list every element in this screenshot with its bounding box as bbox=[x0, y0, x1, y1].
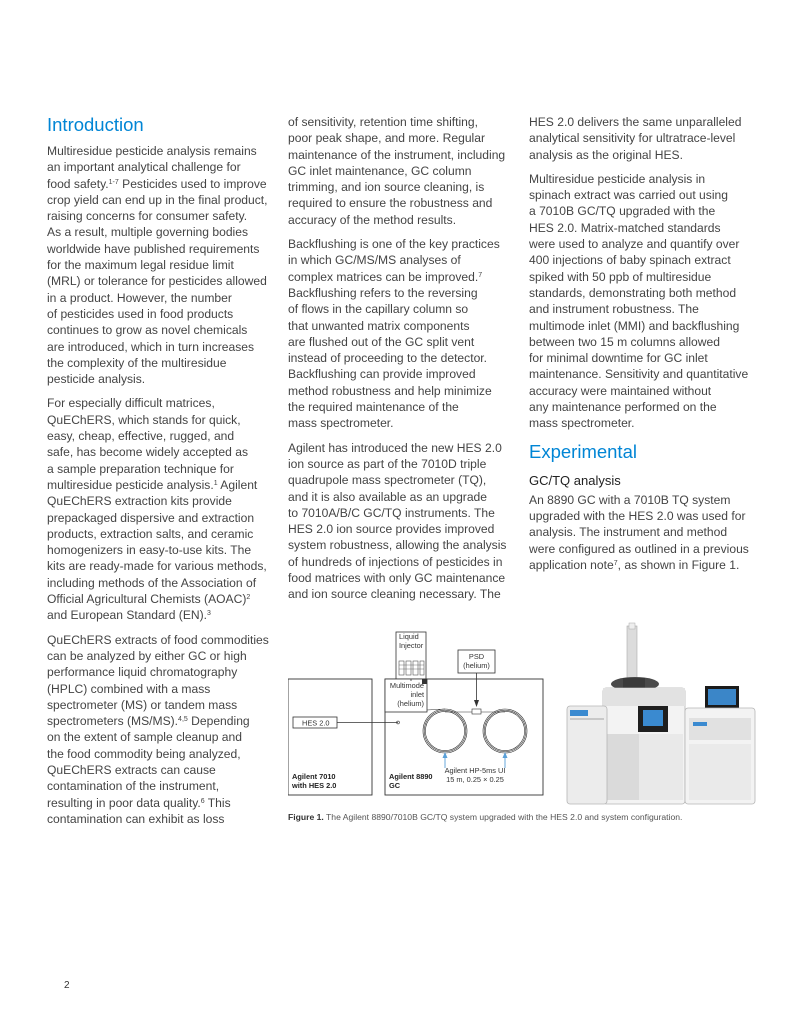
line-text: were configured as outlined in a previous bbox=[529, 541, 749, 556]
line-text: quadrupole mass spectrometer (TQ), bbox=[288, 473, 487, 488]
line bbox=[47, 306, 273, 322]
line bbox=[288, 269, 514, 285]
subheading-gc-tq-analysis: GC/TQ analysis bbox=[529, 472, 621, 488]
figure-caption-text: The Agilent 8890/7010B GC/TQ system upgraded with the HES 2.0 and system configuration. bbox=[323, 812, 683, 822]
line-text: Multiresidue pesticide analysis remains bbox=[47, 144, 257, 158]
line-text: pesticide analysis. bbox=[47, 372, 146, 387]
line-text: analysis. The instrument and method bbox=[529, 525, 728, 540]
line bbox=[288, 586, 514, 602]
line bbox=[47, 322, 273, 338]
line bbox=[529, 415, 757, 431]
citation-superscript: 6 bbox=[200, 797, 205, 805]
line-text: (HPLC) combined with a mass bbox=[47, 681, 211, 696]
line bbox=[529, 557, 757, 573]
line-text: resulting in poor data quality. bbox=[47, 795, 201, 810]
line bbox=[47, 159, 273, 175]
psd-label-2: (helium) bbox=[463, 661, 490, 670]
line-text: of flows in the capillary column so bbox=[288, 302, 469, 317]
line-text: easy, cheap, effective, rugged, and bbox=[47, 429, 235, 444]
citation-superscript: 2 bbox=[246, 594, 251, 602]
line bbox=[47, 795, 273, 811]
line-text: analytical sensitivity for ultratrace-level bbox=[529, 131, 736, 146]
line bbox=[47, 395, 273, 411]
line bbox=[47, 713, 273, 729]
line-text: for minimal downtime for GC inlet bbox=[529, 351, 708, 366]
line bbox=[288, 366, 514, 382]
line bbox=[529, 301, 757, 317]
line bbox=[47, 697, 273, 713]
line bbox=[288, 301, 514, 317]
line-text: mass spectrometer. bbox=[529, 416, 635, 431]
line-text: accuracy of the method results. bbox=[288, 212, 457, 227]
line-text: Agilent has introduced the new HES 2.0 bbox=[288, 440, 502, 455]
line-text: HES 2.0 delivers the same unparalleled bbox=[529, 115, 742, 129]
line bbox=[288, 163, 514, 179]
column-middle bbox=[288, 114, 514, 611]
line-text: complex matrices can be improved. bbox=[288, 269, 479, 284]
line-text: and European Standard (EN). bbox=[47, 608, 208, 623]
line-text: spinach extract was carried out using bbox=[529, 188, 728, 203]
line bbox=[529, 114, 757, 130]
line bbox=[529, 383, 757, 399]
line bbox=[47, 729, 273, 745]
line bbox=[47, 192, 273, 208]
line bbox=[288, 114, 514, 130]
line bbox=[288, 252, 514, 268]
paragraph bbox=[529, 171, 757, 432]
line-text: safe, has become widely accepted as bbox=[47, 445, 249, 460]
line-text: crop yield can end up in the final product, bbox=[47, 192, 268, 207]
liquid-injector-label-2: Injector bbox=[399, 641, 424, 650]
line bbox=[529, 318, 757, 334]
paragraph bbox=[288, 440, 514, 603]
line-text: in which GC/MS/MS analyses of bbox=[288, 253, 461, 268]
line-text: raising concerns for consumer safety. bbox=[47, 209, 248, 224]
line bbox=[47, 493, 273, 509]
line bbox=[288, 570, 514, 586]
line-text: an important analytical challenge for bbox=[47, 160, 241, 175]
gc-tq-instrument-illustration bbox=[565, 622, 758, 807]
line bbox=[47, 648, 273, 664]
line bbox=[529, 171, 757, 187]
line-text: spiked with 50 ppb of multiresidue bbox=[529, 269, 712, 284]
line-text: the food commodity being analyzed, bbox=[47, 746, 241, 761]
line-text: QuEChERS extracts can cause bbox=[47, 762, 216, 777]
line-text: contamination can exhibit as loss bbox=[47, 811, 225, 826]
line bbox=[47, 558, 273, 574]
line bbox=[47, 241, 273, 257]
paragraph bbox=[288, 236, 514, 432]
line bbox=[288, 350, 514, 366]
line bbox=[288, 195, 514, 211]
column-middle-body bbox=[288, 114, 514, 603]
line bbox=[288, 472, 514, 488]
liquid-injector-label-1: Liquid bbox=[399, 632, 419, 641]
line-text: poor peak shape, and more. Regular bbox=[288, 131, 485, 146]
line-text: were used to analyze and quantify over bbox=[529, 237, 740, 252]
line-text: are introduced, which in turn increases bbox=[47, 339, 255, 354]
line-text: can be analyzed by either GC or high bbox=[47, 648, 247, 663]
line bbox=[288, 554, 514, 570]
line-text: to 7010A/B/C GC/TQ instruments. The bbox=[288, 505, 495, 520]
gc-label-1: Agilent 8890 bbox=[389, 772, 433, 781]
paragraph bbox=[288, 114, 514, 228]
line bbox=[288, 415, 514, 431]
citation-superscript: 4,5 bbox=[178, 716, 188, 724]
column-left bbox=[47, 114, 273, 835]
sample-vials bbox=[399, 661, 424, 675]
line bbox=[288, 285, 514, 301]
line bbox=[47, 290, 273, 306]
column-1-coil bbox=[423, 709, 467, 753]
column-right bbox=[529, 114, 757, 581]
paragraph bbox=[47, 632, 273, 828]
line-text: HES 2.0 ion source provides improved bbox=[288, 522, 495, 537]
line bbox=[47, 339, 273, 355]
paragraph bbox=[529, 492, 757, 573]
line bbox=[47, 664, 273, 680]
line bbox=[529, 524, 757, 540]
line-text: For especially difficult matrices, bbox=[47, 396, 215, 411]
line bbox=[47, 746, 273, 762]
line-text: on the extent of sample cleanup and bbox=[47, 730, 242, 745]
line-text: food matrices with only GC maintenance bbox=[288, 571, 506, 586]
line-text: between two 15 m columns allowed bbox=[529, 334, 720, 349]
line bbox=[529, 252, 757, 268]
column-right-bottom-body bbox=[529, 492, 757, 573]
line-text: of pesticides used in food products bbox=[47, 306, 234, 321]
line bbox=[529, 350, 757, 366]
line bbox=[47, 461, 273, 477]
line bbox=[47, 542, 273, 558]
line bbox=[529, 508, 757, 524]
section-heading-introduction: Introduction bbox=[47, 114, 144, 135]
line bbox=[529, 285, 757, 301]
line-text-after: , as shown in Figure 1. bbox=[617, 557, 740, 572]
line bbox=[529, 399, 757, 415]
line bbox=[47, 224, 273, 240]
line bbox=[47, 811, 273, 827]
line-text: and ion source cleaning necessary. The bbox=[288, 587, 501, 602]
line bbox=[288, 318, 514, 334]
inlet-label-1: Multimode bbox=[389, 681, 424, 690]
line bbox=[288, 147, 514, 163]
line-text: accuracy were maintained without bbox=[529, 383, 712, 398]
line bbox=[529, 203, 757, 219]
line-text-after: This bbox=[204, 795, 231, 810]
citation-superscript: 3 bbox=[207, 610, 211, 618]
line-text: system robustness, allowing the analysis bbox=[288, 538, 507, 553]
line bbox=[47, 428, 273, 444]
line-text: multimode inlet (MMI) and backflushing bbox=[529, 318, 740, 333]
line-text: a sample preparation technique for bbox=[47, 461, 234, 476]
figure-caption bbox=[288, 812, 682, 822]
line-text: As a result, multiple governing bodies bbox=[47, 225, 248, 240]
page-number: 2 bbox=[64, 980, 70, 991]
line bbox=[529, 269, 757, 285]
psd-junction bbox=[472, 709, 481, 714]
line-text: QuEChERS extraction kits provide bbox=[47, 494, 232, 509]
line-text: kits are ready-made for various methods, bbox=[47, 559, 267, 574]
line-text: QuEChERS, which stands for quick, bbox=[47, 412, 241, 427]
line bbox=[47, 176, 273, 192]
line-text: worldwide have published requirements bbox=[47, 241, 260, 256]
line-text: any maintenance performed on the bbox=[529, 400, 717, 415]
inlet-label-3: (helium) bbox=[397, 699, 424, 708]
line bbox=[288, 130, 514, 146]
line-text: maintenance of the instrument, including bbox=[288, 147, 506, 162]
line-text: prepackaged dispersive and extraction bbox=[47, 510, 255, 525]
line-text: maintenance. Sensitivity and quantitative bbox=[529, 367, 749, 382]
paragraph bbox=[529, 114, 757, 163]
line bbox=[288, 505, 514, 521]
line-text: multiresidue pesticide analysis. bbox=[47, 477, 214, 492]
line bbox=[47, 208, 273, 224]
line-text: HES 2.0. Matrix-matched standards bbox=[529, 220, 721, 235]
line bbox=[288, 399, 514, 415]
line bbox=[47, 273, 273, 289]
line-text: Multiresidue pesticide analysis in bbox=[529, 171, 706, 186]
line-text: upgraded with the HES 2.0 was used for bbox=[529, 508, 746, 523]
line-text: in a product. However, the number bbox=[47, 290, 232, 305]
line bbox=[47, 257, 273, 273]
line bbox=[47, 607, 273, 623]
line-text: of hundreds of injections of pesticides in bbox=[288, 554, 503, 569]
paragraph bbox=[47, 143, 273, 387]
line bbox=[529, 130, 757, 146]
line-text: contamination of the instrument, bbox=[47, 779, 220, 794]
figure-1 bbox=[288, 622, 758, 807]
line-text: and instrument robustness. The bbox=[529, 302, 699, 317]
line bbox=[529, 541, 757, 557]
line bbox=[47, 444, 273, 460]
line bbox=[288, 179, 514, 195]
line-text: Backflushing is one of the key practices bbox=[288, 237, 500, 252]
citation-superscript: 1 bbox=[213, 479, 218, 487]
line bbox=[529, 147, 757, 163]
citation-superscript: 1-7 bbox=[108, 178, 119, 186]
line-text: of sensitivity, retention time shifting, bbox=[288, 115, 478, 129]
line bbox=[529, 187, 757, 203]
paragraph bbox=[47, 395, 273, 623]
line-text: homogenizers in easy-to-use kits. The bbox=[47, 543, 252, 558]
line bbox=[47, 632, 273, 648]
line bbox=[47, 778, 273, 794]
line bbox=[529, 492, 757, 508]
line bbox=[47, 575, 273, 591]
line bbox=[288, 456, 514, 472]
citation-superscript: 7 bbox=[478, 271, 483, 279]
line bbox=[47, 681, 273, 697]
line-text: required to ensure the robustness and bbox=[288, 196, 493, 211]
line bbox=[529, 366, 757, 382]
line-text: products, extraction salts, and ceramic bbox=[47, 526, 254, 541]
column-left-body bbox=[47, 143, 273, 827]
line bbox=[47, 412, 273, 428]
line-text: food safety. bbox=[47, 176, 109, 191]
line bbox=[47, 762, 273, 778]
line bbox=[288, 521, 514, 537]
line-text: GC inlet maintenance, GC column bbox=[288, 163, 472, 178]
system-schematic-diagram bbox=[288, 622, 550, 807]
line-text: instead of proceeding to the detector. bbox=[288, 351, 488, 366]
line-text: (MRL) or tolerance for pesticides allowed bbox=[47, 274, 267, 289]
psd-label-1: PSD bbox=[468, 652, 485, 661]
hes-label: HES 2.0 bbox=[302, 718, 330, 728]
line-text: are flushed out of the GC split vent bbox=[288, 334, 475, 349]
line-text: for the maximum legal residue limit bbox=[47, 258, 234, 273]
line bbox=[288, 212, 514, 228]
line bbox=[529, 220, 757, 236]
line-text-after: Depending bbox=[187, 714, 250, 729]
line-text: QuEChERS extracts of food commodities bbox=[47, 632, 269, 647]
line bbox=[47, 371, 273, 387]
line bbox=[288, 489, 514, 505]
line-text: standards, demonstrating both method bbox=[529, 285, 737, 300]
line bbox=[288, 334, 514, 350]
line-text: An 8890 GC with a 7010B TQ system bbox=[529, 492, 731, 507]
line bbox=[288, 236, 514, 252]
column-label-2: 15 m, 0.25 × 0.25 bbox=[446, 775, 504, 784]
line-text: analysis as the original HES. bbox=[529, 147, 683, 162]
line bbox=[47, 477, 273, 493]
line bbox=[288, 537, 514, 553]
line bbox=[47, 143, 273, 159]
line-text: Backflushing refers to the reversing bbox=[288, 285, 478, 300]
line bbox=[529, 236, 757, 252]
line bbox=[47, 510, 273, 526]
line-text: ion source as part of the 7010D triple bbox=[288, 456, 487, 471]
column-right-top-body bbox=[529, 114, 757, 432]
line bbox=[288, 383, 514, 399]
column-2-coil bbox=[483, 709, 527, 753]
ms-label-1: Agilent 7010 bbox=[292, 772, 336, 781]
line bbox=[47, 591, 273, 607]
line-text: the complexity of the multiresidue bbox=[47, 355, 227, 370]
psd-arrow bbox=[474, 700, 479, 707]
line-text: the required maintenance of the bbox=[288, 400, 459, 415]
line-text: that unwanted matrix components bbox=[288, 318, 470, 333]
line bbox=[47, 526, 273, 542]
figure-caption-label: Figure 1. bbox=[288, 812, 324, 822]
line bbox=[529, 334, 757, 350]
inlet-label-2: inlet bbox=[410, 690, 424, 699]
column-label-1: Agilent HP-5ms UI bbox=[444, 766, 506, 775]
line-text: a 7010B GC/TQ upgraded with the bbox=[529, 204, 716, 219]
line-text: method robustness and help minimize bbox=[288, 383, 492, 398]
line-text: Backflushing can provide improved bbox=[288, 367, 476, 382]
line-text: and it is also available as an upgrade bbox=[288, 489, 488, 504]
section-heading-experimental: Experimental bbox=[529, 440, 637, 462]
gc-label-2: GC bbox=[389, 781, 401, 790]
ms-label-2: with HES 2.0 bbox=[292, 781, 337, 790]
line-text: trimming, and ion source cleaning, is bbox=[288, 180, 485, 195]
line-text-after: Agilent bbox=[217, 477, 258, 492]
line-text: Official Agricultural Chemists (AOAC) bbox=[47, 592, 247, 607]
line-text: application note bbox=[529, 557, 614, 572]
line bbox=[288, 440, 514, 456]
citation-superscript: 7 bbox=[613, 559, 618, 567]
line-text: including methods of the Association of bbox=[47, 575, 257, 590]
line-text: spectrometer (MS) or tandem mass bbox=[47, 697, 238, 712]
line-text: 400 injections of baby spinach extract bbox=[529, 253, 731, 268]
line-text: continues to grow as novel chemicals bbox=[47, 323, 248, 338]
line-text: spectrometers (MS/MS). bbox=[47, 714, 179, 729]
line-text: mass spectrometer. bbox=[288, 416, 394, 431]
line-text-after: Pesticides used to improve bbox=[118, 176, 267, 191]
line bbox=[47, 355, 273, 371]
line-text: performance liquid chromatography bbox=[47, 665, 238, 680]
